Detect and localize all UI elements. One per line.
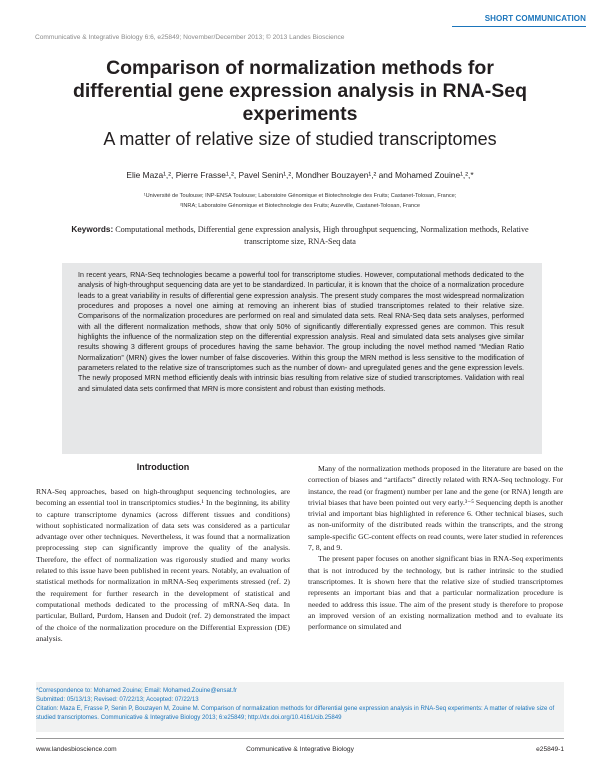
title-line-1: Comparison of normalization methods for (106, 57, 494, 79)
citation-note: Citation: Maza E, Frasse P, Senin P, Bouzayen M, Zouine M. Comparison of normalization methods for differential gene expression analysis in RNA-Seq experiments: A matter of relative size of studied transcriptomes. Communicative & Integrative Biology 2013; 6:e25849; http://dx.doi.org/10.4161/cib.25849 (36, 705, 555, 721)
abstract-text: In recent years, RNA-Seq technologies became a powerful tool for transcriptome studies. However, computational methods dedicated to the analysis of high-throughput sequencing data are yet to be standardized. In particular, it is known that the choice of a normalization procedure leads to a great variability in results of differential gene expression analysis. The present study compares the most widespread normalization procedures and proposes a novel one aiming at removing an inherent bias of studied transcriptomes related to their relative size. Comparisons of the normalization procedures are performed on real and simulated data sets. Real RNA-Seq data sets analyses, performed with all the different normalization methods, show that only 50% of significantly differentially expressed genes are common. This result highlights the influence of the normalization step on the differential expression analysis. Real and simulated data sets analyses give similar results showing 3 different groups of procedures having the same behavior. The group including the novel method named “Median Ratio Normalization” (MRN) gives the lower number of false discoveries. Within this group the MRN method is less sensitive to the modification of parameters related to the relative size of transcriptomes such as the number of down- and upregulated genes and the gene expression levels. The newly proposed MRN method efficiently deals with intrinsic bias resulting from relative size of studied transcriptomes. Validation with real and simulated data sets confirmed that MRN is more consistent and robust than existing methods. (78, 271, 524, 393)
journal-citation-line: Communicative & Integrative Biology 6:6, e25849; November/December 2013; © 2013 Landes Bioscience (35, 34, 345, 41)
section-tag: SHORT COMMUNICATION (484, 14, 586, 23)
affiliation-1: ¹Université de Toulouse; INP-ENSA Toulouse; Laboratoire Génomique et Biotechnologie des Fruits; Castanet-Tolosan, France; (143, 193, 457, 199)
keywords (62, 224, 538, 248)
header-rule (452, 26, 586, 27)
paper-subtitle: A matter of relative size of studied transcriptomes (103, 129, 497, 149)
footer-rule (36, 738, 564, 739)
footer-journal: Communicative & Integrative Biology (246, 746, 354, 753)
title-line-3: experiments (242, 103, 358, 125)
paper-title (20, 57, 580, 126)
intro-paragraph-3: The present paper focuses on another significant bias in RNA-Seq experiments that is not introduced by the technology, but is rather intrinsic to the studied transcriptomes. It is shown here that the relative size of studied transcriptomes represents an important bias and that a particular normalization procedure is needed to address this issue. The aim of the present study is therefore to propose an improved version of an existing normalization method and to evaluate its performance on simulated and (308, 554, 563, 632)
intro-paragraph-2: Many of the normalization methods proposed in the literature are based on the correction of biases and “artifacts” directly related with RNA-Seq technology. For instance, the read (or fragment) number per lane and the gene (or RNA) length are trivial biases that have been pointed out very early.³⁻⁵ Sequencing depth is another trivial and important bias highlighted in reference 6. Other technical biases, such as non-uniformity of the distributed reads within the transcripts, and the strong sample-specific GC-content effects on read counts, were later studied in references 7, 8, and 9. (308, 464, 563, 553)
footnotes (36, 686, 564, 722)
correspondence-note: *Correspondence to: Mohamed Zouine; Email: Mohamed.Zouine@ensat.fr (36, 687, 237, 694)
dates-note: Submitted: 05/13/13; Revised: 07/22/13; Accepted: 07/22/13 (36, 696, 199, 703)
intro-paragraph-1: RNA-Seq approaches, based on high-throughput sequencing technologies, are becoming an essential tool in transcriptomics studies.¹ In the beginning, its ability to capture transcriptome dynamics (across different tissues and conditions) without sophisticated normalization of data sets was considered as a particular advantage over other techniques. Nevertheless, it was found that a normalization preprocessing step can significantly improve the quality of the analysis. Therefore, the effect of normalization was rigorously studied and many works related to this issue have been published in recent years. Notably, an evaluation of statistical methods for normalization in mRNA-Seq experiments stressed (ref. 2) the requirement for further research in the development of statistical and computational methods dedicated to the processing of mRNA-Seq data. In particular, Bullard, Purdom, Hansen and Dudoit (ref. 2) demonstrated the impact of the choice of the normalization procedure on the Differential Expression (DE) analysis. (36, 487, 290, 643)
title-line-2: differential gene expression analysis in RNA-Seq (72, 80, 528, 102)
footer-page-id: e25849-1 (536, 746, 564, 753)
keywords-text: Computational methods, Differential gene expression analysis, High throughput sequencing, Normalization methods, Relative transcriptome size, RNA-Seq data (115, 225, 529, 246)
author-list: Elie Maza¹,², Pierre Frasse¹,², Pavel Senin¹,², Mondher Bouzayen¹,² and Mohamed Zouine¹,²,* (126, 170, 474, 180)
introduction-heading: Introduction (136, 462, 190, 472)
intro-column-left (36, 486, 290, 644)
footer-website: www.landesbioscience.com (36, 746, 117, 753)
affiliation-2: ²INRA; Laboratoire Génomique et Biotechnologie des Fruits; Auzeville, Castanet-Tolosan, France (179, 203, 421, 209)
keywords-label: Keywords: (71, 225, 114, 234)
intro-column-right (308, 463, 563, 632)
